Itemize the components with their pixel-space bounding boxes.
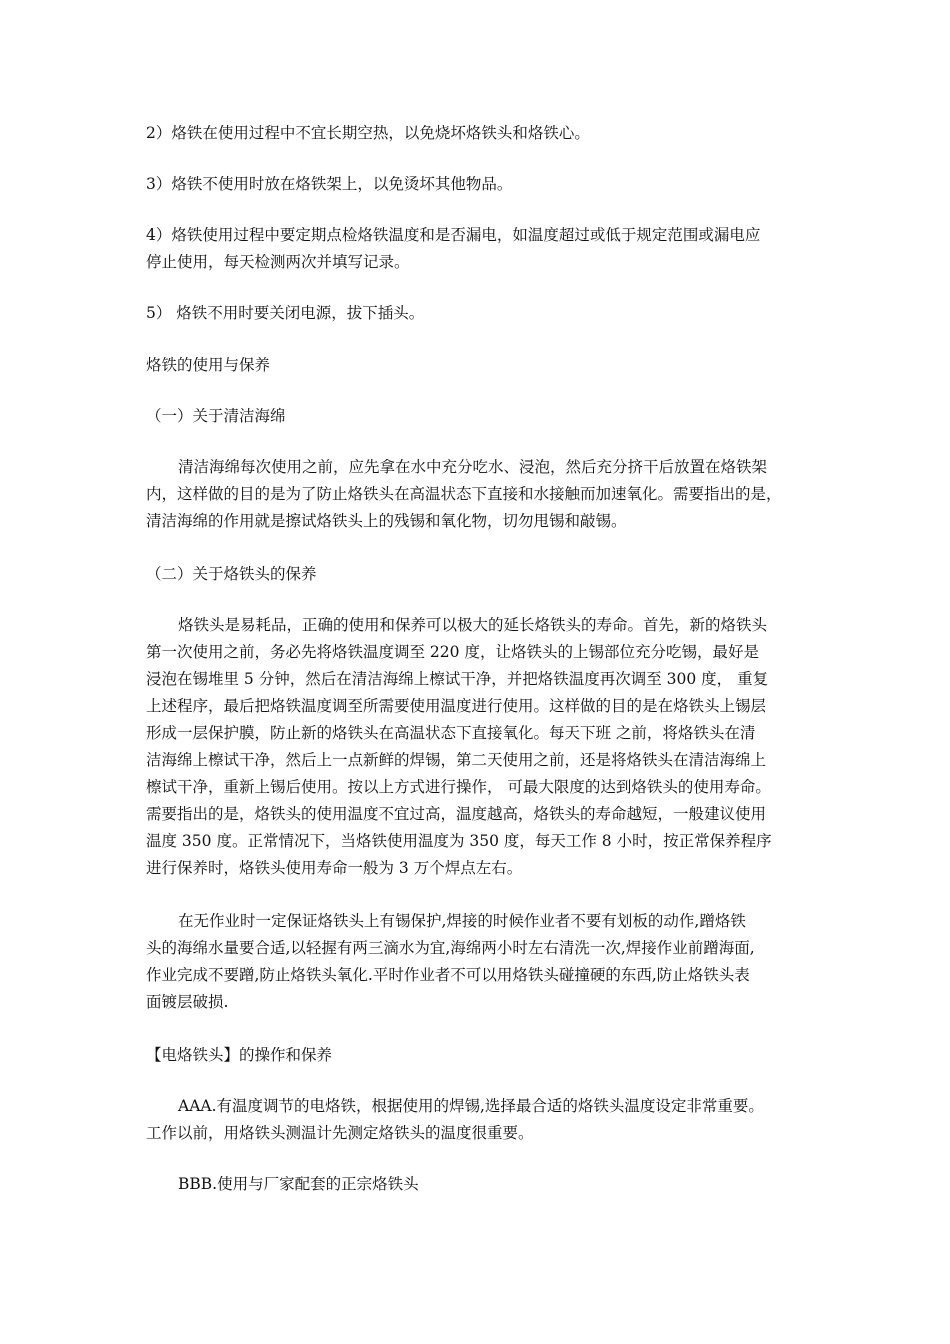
text-line: 洁海绵上檫试干净，然后上一点新鲜的焊锡，第二天使用之前，还是将烙铁头在清洁海绵上: [146, 751, 767, 769]
text-line: 头的海绵水量要合适,以轻握有两三滴水为宜,海绵两小时左右清洗一次,焊接作业前蹭海面,: [146, 939, 755, 957]
text-line: BBB.使用与厂家配套的正宗烙铁头: [178, 1175, 419, 1193]
text-line: 2）烙铁在使用过程中不宜长期空热，以免烧坏烙铁头和烙铁心。: [146, 124, 590, 142]
text-line: 檫试干净，重新上锡后使用。按以上方式进行操作， 可最大限度的达到烙铁头的使用寿命。: [146, 778, 771, 796]
text-line: 5） 烙铁不用时要关闭电源，拔下插头。: [146, 304, 425, 322]
text-line: 温度 350 度。正常情况下，当烙铁使用温度为 350 度，每天工作 8 小时，按正常保养程序: [146, 832, 772, 850]
text-line: 内，这样做的目的是为了防止烙铁头在高温状态下直接和水接触而加速氧化。需要指出的是，: [146, 485, 782, 503]
text-line: 进行保养时，烙铁头使用寿命一般为 3 万个焊点左右。: [146, 859, 523, 877]
subsection-heading: （一）关于清洁海绵: [146, 407, 286, 425]
text-line: 形成一层保护膜，防止新的烙铁头在高温状态下直接氧化。每天下班 之前，将烙铁头在清: [146, 724, 756, 742]
text-line: 工作以前，用烙铁头测温计先测定烙铁头的温度很重要。: [146, 1124, 534, 1142]
text-line: 4）烙铁使用过程中要定期点检烙铁温度和是否漏电，如温度超过或低于规定范围或漏电应: [146, 226, 761, 244]
text-line: 第一次使用之前，务必先将烙铁温度调至 220 度，让烙铁头的上锡部位充分吃锡，最好是: [146, 643, 759, 661]
text-line: 烙铁头是易耗品，正确的使用和保养可以极大的延长烙铁头的寿命。首先，新的烙铁头: [178, 616, 768, 634]
subsection-heading: （二）关于烙铁头的保养: [146, 565, 317, 583]
text-line: 3）烙铁不使用时放在烙铁架上，以免烫坏其他物品。: [146, 175, 513, 193]
text-line: 需要指出的是，烙铁头的使用温度不宜过高，温度越高，烙铁头的寿命越短，一般建议使用: [146, 805, 767, 823]
text-line: 上述程序，最后把烙铁温度调至所需要使用温度进行使用。这样做的目的是在烙铁头上锡层: [146, 697, 767, 715]
section-heading: 【电烙铁头】的操作和保养: [146, 1046, 333, 1064]
text-line: AAA.有温度调节的电烙铁，根据使用的焊锡,选择最合适的烙铁头温度设定非常重要。: [178, 1097, 764, 1115]
text-line: 作业完成不要蹭,防止烙铁头氧化.平时作业者不可以用烙铁头碰撞硬的东西,防止烙铁头表: [146, 966, 750, 984]
text-line: 面镀层破损.: [146, 993, 229, 1011]
text-line: 停止使用，每天检测两次并填写记录。: [146, 253, 410, 271]
text-line: 清洁海绵的作用就是擦试烙铁头上的残锡和氧化物，切勿甩锡和敲锡。: [146, 512, 627, 530]
text-line: 清洁海绵每次使用之前，应先拿在水中充分吃水、浸泡，然后充分挤干后放置在烙铁架: [178, 458, 768, 476]
text-line: 在无作业时一定保证烙铁头上有锡保护,焊接的时候作业者不要有划板的动作,蹭烙铁: [178, 912, 746, 930]
section-heading: 烙铁的使用与保养: [146, 356, 271, 374]
text-line: 浸泡在锡堆里 5 分钟，然后在清洁海绵上檫试干净，并把烙铁温度再次调至 300 度， 重复: [146, 670, 769, 688]
